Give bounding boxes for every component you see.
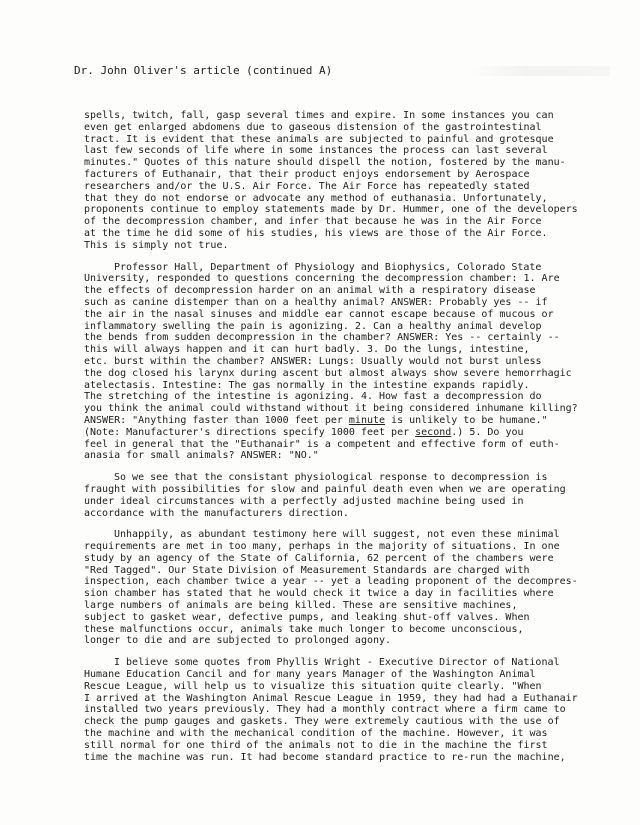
paragraph-2 bbox=[84, 262, 604, 463]
text-line: University, responded to questions concerning the decompression chamber: 1. Are bbox=[84, 273, 560, 285]
paragraph-1 bbox=[84, 110, 604, 252]
text-line: at the time he did some of his studies, his views are those of the Air Force. bbox=[84, 227, 548, 239]
page-header: Dr. John Oliver's article (continued A) bbox=[74, 64, 333, 77]
text-line: the bends from sudden decompression in the chamber? ANSWER: Yes -- certainly -- bbox=[84, 332, 560, 344]
text-line: such as canine distemper than on a healthy animal? ANSWER: Probably yes -- if bbox=[84, 296, 548, 308]
text-line: even get enlarged abdomens due to gaseous distension of the gastrointestinal bbox=[84, 121, 542, 133]
text-line: facturers of Euthanair, that their product enjoys endorsement by Aerospace bbox=[84, 168, 530, 180]
text-line: study by an agency of the State of California, 62 percent of the chambers were bbox=[84, 552, 554, 564]
text-line: Humane Education Cancil and for many years Manager of the Washington Animal bbox=[84, 669, 536, 681]
paragraph-4 bbox=[84, 529, 604, 647]
text-line: the effects of decompression harder on an animal with a respiratory disease bbox=[84, 285, 536, 297]
text-line: tract. It is evident that these animals are subjected to painful and grotesque bbox=[84, 133, 554, 145]
text-line: (Note: Manufacturer's directions specify 1000 feet per second.) 5. Do you bbox=[84, 426, 524, 438]
text-line: the dog closed his larynx during ascent but almost always show severe hemorrhagic bbox=[84, 367, 572, 379]
text-line: atelectasis. Intestine: The gas normally in the intestine expands rapidly. bbox=[84, 379, 530, 391]
text-line: So we see that the consistant physiological response to decompression is bbox=[114, 472, 548, 484]
text-line: time the machine was run. It had become standard practice to re-run the machine, bbox=[84, 751, 566, 763]
text-line: requirements are met in too many, perhaps in the majority of situations. In one bbox=[84, 541, 560, 553]
text-line: anasia for small animals? ANSWER: "NO." bbox=[84, 450, 319, 462]
text-line: "Red Tagged". Our State Division of Measurement Standards are charged with bbox=[84, 564, 530, 576]
text-line: these malfunctions occur, animals take much longer to become unconscious, bbox=[84, 623, 524, 635]
text-line: I believe some quotes from Phyllis Wright - Executive Director of National bbox=[114, 657, 560, 669]
text-line: Professor Hall, Department of Physiology and Biophysics, Colorado State bbox=[114, 261, 542, 273]
text-line: sion chamber has stated that he would check it twice a day in facilities where bbox=[84, 588, 554, 600]
text-line: last few seconds of life where in some instances the process can last several bbox=[84, 145, 548, 157]
text-line: large numbers of animals are being killed. These are sensitive machines, bbox=[84, 600, 518, 612]
text-line: check the pump gauges and gaskets. They were extremely cautious with the use of bbox=[84, 716, 560, 728]
text-line: inspection, each chamber twice a year -- yet a leading proponent of the decompres- bbox=[84, 576, 578, 588]
text-line: of the decompression chamber, and infer that because he was in the Air Force bbox=[84, 216, 542, 228]
text-line: under ideal circumstances with a perfectly adjusted machine being used in bbox=[84, 495, 524, 507]
text-line: that they do not endorse or advocate any method of euthanasia. Unfortunately, bbox=[84, 192, 548, 204]
text-line: longer to die and are subjected to prolonged agony. bbox=[84, 635, 392, 647]
text-line: This is simply not true. bbox=[84, 239, 229, 251]
text-line: the air in the nasal sinuses and middle ear cannot escape because of mucous or bbox=[84, 308, 554, 320]
text-line: you think the animal could withstand without it being considered inhumane killing? bbox=[84, 403, 578, 415]
text-line: Rescue League, will help us to visualize this situation quite clearly. "When bbox=[84, 680, 542, 692]
show-through-smudge bbox=[470, 66, 610, 76]
text-line: installed two years previously. They had a monthly contract where a firm came to bbox=[84, 704, 566, 716]
text-line: inflammatory swelling the pain is agonizing. 2. Can a healthy animal develop bbox=[84, 320, 542, 332]
text-line: ANSWER: "Anything faster than 1000 feet per minute is unlikely to be humane." bbox=[84, 414, 548, 426]
text-line: fraught with possibilities for slow and painful death even when we are operating bbox=[84, 483, 566, 495]
text-line: the machine and with the mechanical condition of the machine. However, it was bbox=[84, 728, 548, 740]
text-line: this will always happen and it can hurt badly. 3. Do the lungs, intestine, bbox=[84, 344, 530, 356]
text-line: minutes." Quotes of this nature should dispell the notion, fostered by the manu- bbox=[84, 157, 566, 169]
article-body bbox=[84, 110, 604, 773]
text-line: Unhappily, as abundant testimony here will suggest, not even these minimal bbox=[114, 529, 560, 541]
text-line: spells, twitch, fall, gasp several times and expire. In some instances you can bbox=[84, 110, 554, 121]
underlined-word: second bbox=[415, 426, 452, 438]
text-line: accordance with the manufacturers direction. bbox=[84, 507, 349, 519]
text-line: feel in general that the "Euthanair" is a competent and effective form of euth- bbox=[84, 438, 560, 450]
text-line: researchers and/or the U.S. Air Force. The Air Force has repeatedly stated bbox=[84, 180, 530, 192]
text-line: still normal for one third of the animals not to die in the machine the first bbox=[84, 739, 548, 751]
underlined-word: minute bbox=[348, 414, 386, 426]
text-line: etc. burst within the chamber? ANSWER: Lungs: Usually would not burst unless bbox=[84, 355, 542, 367]
text-line: proponents continue to employ statements made by Dr. Hummer, one of the developers bbox=[84, 204, 578, 216]
paragraph-5 bbox=[84, 657, 604, 763]
text-line: The stretching of the intestine is agonizing. 4. How fast a decompression do bbox=[84, 391, 542, 403]
text-line: subject to gasket wear, defective pumps, and leaking shut-off valves. When bbox=[84, 611, 530, 623]
text-line: I arrived at the Washington Animal Rescue League in 1959, they had had a Euthanair bbox=[84, 692, 578, 704]
paragraph-3 bbox=[84, 472, 604, 519]
